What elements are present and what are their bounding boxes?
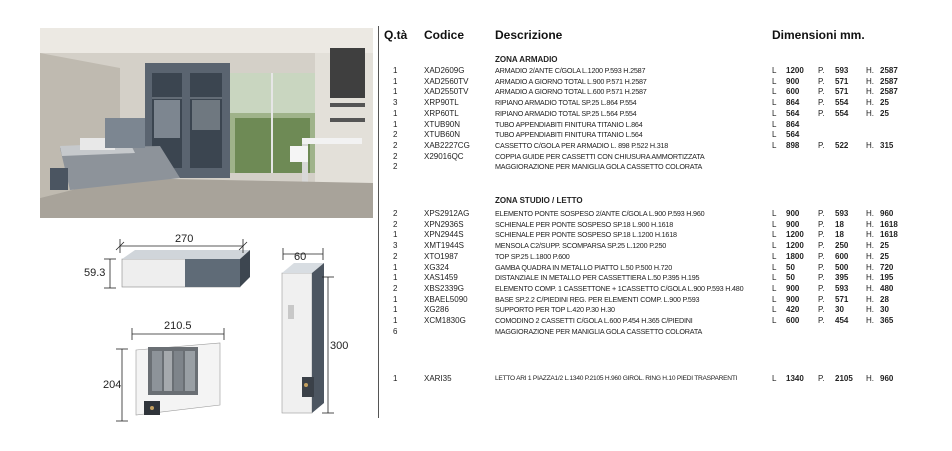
cell-p-label: P.	[818, 273, 825, 283]
cell-h-value: 25	[880, 98, 889, 108]
cell-code: XARI35	[424, 374, 452, 383]
cell-description: ARMADIO A GIORNO TOTAL L.900 P.571 H.2587	[495, 76, 647, 86]
cell-description: ELEMENTO COMP. 1 CASSETTONE + 1CASSETTO C/GOLA L.900 P.593 H.480	[495, 283, 744, 293]
cell-p-label: P.	[818, 283, 825, 293]
cell-code: XTO1987	[424, 251, 459, 261]
cell-p-label: P.	[818, 140, 825, 150]
cell-p-value: 500	[835, 262, 849, 272]
header-description: Descrizione	[495, 28, 563, 42]
cell-h-label: H.	[866, 294, 874, 304]
cell-description: BASE SP.2.2 C/PIEDINI REG. PER ELEMENTI COMP. L.900 P.593	[495, 294, 700, 304]
cell-h-value: 25	[880, 108, 889, 118]
cell-code: XTUB90N	[424, 119, 461, 129]
cell-l-value: 50	[786, 273, 795, 283]
cell-p-value: 554	[835, 108, 849, 118]
cell-p-value: 2105	[835, 374, 853, 383]
cell-code: XRP90TL	[424, 98, 459, 108]
cell-p-label: P.	[818, 108, 825, 118]
cell-l-value: 1800	[786, 251, 804, 261]
cell-h-label: H.	[866, 241, 874, 251]
cell-code: XG286	[424, 305, 449, 315]
cell-h-value: 195	[880, 273, 894, 283]
cell-l-label: L	[772, 209, 777, 218]
cell-h-label: H.	[866, 76, 874, 86]
cell-code: XBS2339G	[424, 283, 465, 293]
cell-code: XAS1459	[424, 273, 458, 283]
cell-code: XAD2560TV	[424, 76, 469, 86]
cell-h-label: H.	[866, 108, 874, 118]
header-code: Codice	[424, 28, 465, 42]
cell-description: LETTO ARI 1 PIAZZA1/2 L.1340 P.2105 H.960 GIROL. RING H.10 PIEDI TRASPARENTI	[495, 375, 738, 382]
header-dimensions: Dimensioni mm.	[772, 28, 865, 42]
cell-p-label: P.	[818, 374, 825, 383]
cell-p-label: P.	[818, 66, 825, 75]
cell-h-value: 480	[880, 283, 894, 293]
cell-l-label: L	[772, 108, 777, 118]
cell-p-label: P.	[818, 294, 825, 304]
cell-p-value: 18	[835, 219, 844, 229]
cell-code: X29016QC	[424, 151, 464, 161]
cell-code: XMT1944S	[424, 241, 465, 251]
cell-l-label: L	[772, 130, 777, 140]
cell-qty: 2	[393, 151, 398, 161]
cell-h-value: 2587	[880, 87, 898, 97]
cell-p-value: 250	[835, 241, 849, 251]
cell-h-label: H.	[866, 262, 874, 272]
cell-l-label: L	[772, 140, 777, 150]
cell-code: XTUB60N	[424, 130, 461, 140]
cell-h-label: H.	[866, 66, 874, 75]
cell-h-label: H.	[866, 305, 874, 315]
cell-l-value: 864	[786, 98, 800, 108]
cell-l-label: L	[772, 98, 777, 108]
cell-p-label: P.	[818, 251, 825, 261]
cell-p-value: 30	[835, 305, 844, 315]
cell-qty: 2	[393, 251, 398, 261]
cell-code: XPS2912AG	[424, 209, 470, 218]
cell-code: XRP60TL	[424, 108, 459, 118]
cell-l-value: 900	[786, 294, 800, 304]
cell-qty: 1	[393, 119, 398, 129]
cell-p-label: P.	[818, 209, 825, 218]
cell-p-value: 600	[835, 251, 849, 261]
cell-qty: 2	[393, 162, 398, 172]
cell-h-value: 960	[880, 374, 894, 383]
cell-description: COMODINO 2 CASSETTI C/GOLA L.600 P.454 H.365 C/PIEDINI	[495, 316, 693, 325]
cell-p-label: P.	[818, 98, 825, 108]
cell-qty: 2	[393, 209, 398, 218]
cell-code: XAB2227CG	[424, 140, 470, 150]
cell-p-label: P.	[818, 219, 825, 229]
cell-l-value: 900	[786, 209, 800, 218]
cell-qty: 6	[393, 326, 398, 336]
cell-l-value: 564	[786, 130, 800, 140]
cell-description: RIPIANO ARMADIO TOTAL SP.25 L.564 P.554	[495, 108, 637, 118]
cell-code: XG324	[424, 262, 449, 272]
cell-qty: 1	[393, 230, 398, 240]
bottom-height-label: 204	[103, 379, 122, 391]
cell-qty: 2	[393, 130, 398, 140]
cell-code: XPN2944S	[424, 230, 464, 240]
cell-code: XBAEL5090	[424, 294, 468, 304]
cell-l-value: 1200	[786, 66, 804, 75]
cell-p-label: P.	[818, 241, 825, 251]
cell-l-label: L	[772, 273, 777, 283]
cell-qty: 2	[393, 140, 398, 150]
cell-l-value: 420	[786, 305, 800, 315]
top-width-label: 270	[175, 233, 194, 245]
cell-l-value: 900	[786, 219, 800, 229]
cell-h-label: H.	[866, 283, 874, 293]
cell-description: DISTANZIALE IN METALLO PER CASSETTIERA L.50 P.395 H.195	[495, 273, 700, 283]
cell-l-value: 900	[786, 76, 800, 86]
cell-code: XAD2609G	[424, 66, 465, 75]
cell-description: CASSETTO C/GOLA PER ARMADIO L. 898 P.522 H.318	[495, 140, 669, 150]
cell-h-label: H.	[866, 87, 874, 97]
cell-h-value: 1618	[880, 219, 898, 229]
cell-p-value: 571	[835, 294, 849, 304]
cell-qty: 1	[393, 66, 398, 75]
cell-p-label: P.	[818, 230, 825, 240]
cell-h-value: 720	[880, 262, 894, 272]
cell-h-value: 25	[880, 251, 889, 261]
cell-h-label: H.	[866, 230, 874, 240]
cell-qty: 3	[393, 241, 398, 251]
cell-l-label: L	[772, 87, 777, 97]
cell-h-label: H.	[866, 209, 874, 218]
cell-l-value: 1200	[786, 241, 804, 251]
cell-description: SCHIENALE PER PONTE SOSPESO SP.18 L.900 H.1618	[495, 219, 674, 229]
cell-code: XCM1830G	[424, 316, 466, 325]
cell-l-label: L	[772, 283, 777, 293]
cell-h-value: 2587	[880, 66, 898, 75]
cell-qty: 3	[393, 98, 398, 108]
cell-l-label: L	[772, 251, 777, 261]
cell-description: MAGGIORAZIONE PER MANIGLIA GOLA CASSETTO COLORATA	[495, 326, 703, 336]
cell-l-label: L	[772, 219, 777, 229]
cell-l-label: L	[772, 316, 777, 325]
cell-p-label: P.	[818, 305, 825, 315]
bottom-width-label: 210.5	[164, 320, 192, 332]
cell-qty: 1	[393, 87, 398, 97]
section-title: ZONA ARMADIO	[495, 55, 558, 64]
cell-description: ARMADIO 2/ANTE C/GOLA L.1200 P.593 H.2587	[495, 66, 646, 75]
cell-h-value: 2587	[880, 76, 898, 86]
cell-h-value: 28	[880, 294, 889, 304]
cell-description: ELEMENTO PONTE SOSPESO 2/ANTE C/GOLA L.900 P.593 H.960	[495, 209, 705, 218]
side-depth-label: 60	[294, 251, 307, 263]
cell-l-label: L	[772, 76, 777, 86]
cell-description: MAGGIORAZIONE PER MANIGLIA GOLA CASSETTO COLORATA	[495, 162, 703, 172]
cell-l-value: 900	[786, 283, 800, 293]
cell-p-value: 395	[835, 273, 849, 283]
cell-p-label: P.	[818, 262, 825, 272]
cell-qty: 2	[393, 219, 398, 229]
cell-h-label: H.	[866, 273, 874, 283]
cell-qty: 1	[393, 262, 398, 272]
cell-h-value: 30	[880, 305, 889, 315]
cell-p-label: P.	[818, 316, 825, 325]
cell-qty: 1	[393, 294, 398, 304]
cell-p-value: 522	[835, 140, 849, 150]
side-height-label: 300	[330, 340, 349, 352]
cell-l-label: L	[772, 66, 777, 75]
cell-l-label: L	[772, 230, 777, 240]
cell-description: ARMADIO A GIORNO TOTAL L.600 P.571 H.2587	[495, 87, 647, 97]
cell-h-value: 365	[880, 316, 894, 325]
cell-l-label: L	[772, 119, 777, 129]
cell-p-value: 454	[835, 316, 849, 325]
cell-description: SCHIENALE PER PONTE SOSPESO SP.18 L.1200 H.1618	[495, 230, 677, 240]
cell-l-value: 864	[786, 119, 800, 129]
cell-h-value: 315	[880, 140, 894, 150]
cell-h-label: H.	[866, 374, 874, 383]
cell-l-label: L	[772, 262, 777, 272]
cell-p-value: 593	[835, 66, 849, 75]
cell-description: TUBO APPENDIABITI FINITURA TITANIO L.864	[495, 119, 643, 129]
cell-description: SUPPORTO PER TOP L.420 P.30 H.30	[495, 305, 615, 315]
cell-p-label: P.	[818, 87, 825, 97]
cell-l-value: 50	[786, 262, 795, 272]
cell-qty: 1	[393, 316, 398, 325]
cell-l-value: 898	[786, 140, 800, 150]
cell-description: GAMBA QUADRA IN METALLO PIATTO L.50 P.500 H.720	[495, 262, 673, 272]
cell-qty: 1	[393, 108, 398, 118]
cell-p-value: 593	[835, 209, 849, 218]
cell-h-value: 25	[880, 241, 889, 251]
cell-qty: 1	[393, 273, 398, 283]
cell-qty: 1	[393, 305, 398, 315]
cell-code: XPN2936S	[424, 219, 464, 229]
cell-h-label: H.	[866, 140, 874, 150]
cell-code: XAD2550TV	[424, 87, 469, 97]
header-qty: Q.tà	[384, 28, 408, 42]
cell-h-label: H.	[866, 316, 874, 325]
cell-p-value: 554	[835, 98, 849, 108]
cell-l-value: 1200	[786, 230, 804, 240]
cell-p-value: 571	[835, 87, 849, 97]
section-title: ZONA STUDIO / LETTO	[495, 196, 583, 205]
cell-l-value: 1340	[786, 374, 804, 383]
cell-description: TUBO APPENDIABITI FINITURA TITANIO L.564	[495, 130, 643, 140]
cell-l-label: L	[772, 305, 777, 315]
cell-l-value: 564	[786, 108, 800, 118]
cell-h-label: H.	[866, 98, 874, 108]
cell-p-label: P.	[818, 76, 825, 86]
cell-qty: 1	[393, 76, 398, 86]
cell-p-value: 571	[835, 76, 849, 86]
cell-description: TOP SP.25 L.1800 P.600	[495, 251, 570, 261]
cell-description: RIPIANO ARMADIO TOTAL SP.25 L.864 P.554	[495, 98, 637, 108]
cell-qty: 1	[393, 374, 398, 383]
cell-description: MENSOLA C2/SUPP. SCOMPARSA SP.25 L.1200 P.250	[495, 241, 667, 251]
top-height-label: 59.3	[84, 267, 106, 279]
cell-l-label: L	[772, 294, 777, 304]
cell-description: COPPIA GUIDE PER CASSETTI CON CHIUSURA AMMORTIZZATA	[495, 151, 705, 161]
cell-l-label: L	[772, 241, 777, 251]
cell-qty: 2	[393, 283, 398, 293]
cell-p-value: 18	[835, 230, 844, 240]
cell-l-label: L	[772, 374, 777, 383]
cell-h-value: 1618	[880, 230, 898, 240]
cell-h-label: H.	[866, 251, 874, 261]
cell-l-value: 600	[786, 87, 800, 97]
cell-h-value: 960	[880, 209, 894, 218]
cell-p-value: 593	[835, 283, 849, 293]
cell-l-value: 600	[786, 316, 800, 325]
cell-h-label: H.	[866, 219, 874, 229]
